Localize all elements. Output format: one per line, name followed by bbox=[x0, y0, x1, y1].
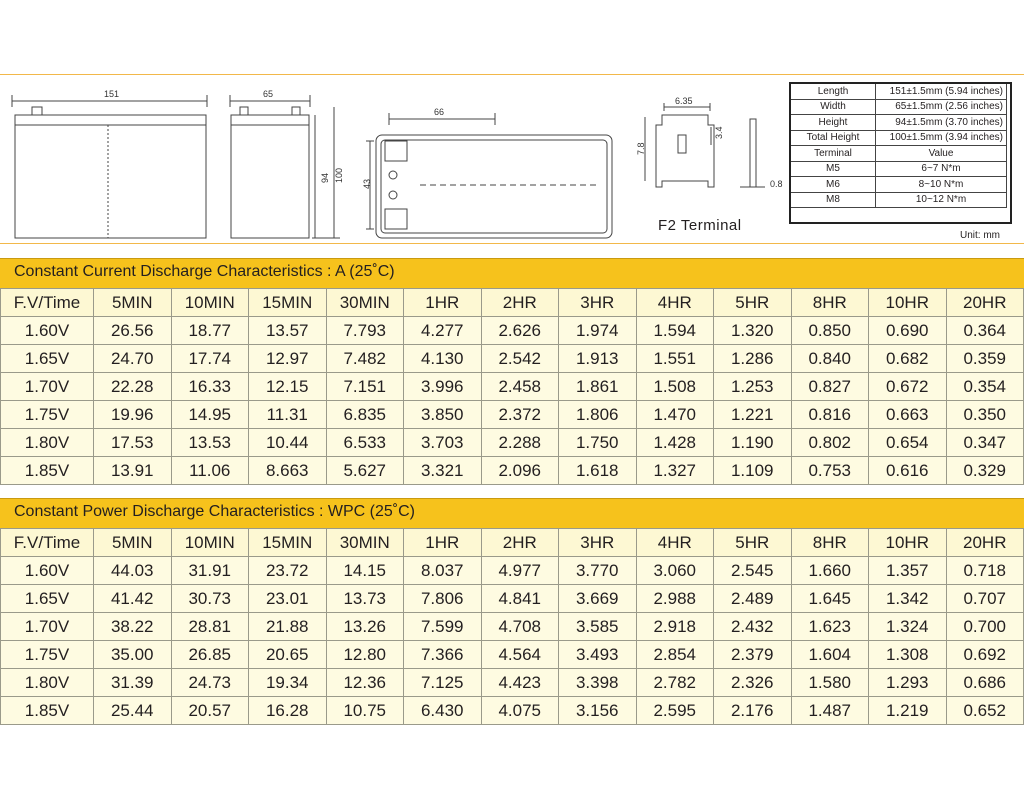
value-cell: 3.850 bbox=[404, 401, 482, 429]
value-cell: 11.31 bbox=[249, 401, 327, 429]
value-cell: 4.277 bbox=[404, 317, 482, 345]
spec-value: 65±1.5mm (2.56 inches) bbox=[876, 99, 1007, 115]
value-cell: 0.682 bbox=[869, 345, 947, 373]
voltage-cell: 1.70V bbox=[1, 613, 94, 641]
spec-row bbox=[791, 130, 1007, 146]
top-view bbox=[366, 113, 612, 238]
value-cell: 13.91 bbox=[94, 457, 172, 485]
value-cell: 0.802 bbox=[791, 429, 869, 457]
column-header: 5HR bbox=[714, 289, 792, 317]
value-cell: 2.918 bbox=[636, 613, 714, 641]
voltage-cell: 1.70V bbox=[1, 373, 94, 401]
value-cell: 2.096 bbox=[481, 457, 559, 485]
value-cell: 19.34 bbox=[249, 669, 327, 697]
table-row bbox=[1, 401, 1024, 429]
torque-key: M8 bbox=[791, 192, 876, 208]
value-cell: 3.060 bbox=[636, 557, 714, 585]
value-cell: 26.56 bbox=[94, 317, 172, 345]
value-cell: 0.654 bbox=[869, 429, 947, 457]
value-cell: 18.77 bbox=[171, 317, 249, 345]
column-header: 15MIN bbox=[249, 529, 327, 557]
column-header: 20HR bbox=[946, 529, 1024, 557]
column-header: 5MIN bbox=[94, 289, 172, 317]
value-cell: 8.663 bbox=[249, 457, 327, 485]
value-cell: 7.599 bbox=[404, 613, 482, 641]
value-cell: 2.326 bbox=[714, 669, 792, 697]
dim-top-width: 43 bbox=[362, 178, 372, 189]
column-header: F.V/Time bbox=[1, 529, 94, 557]
value-cell: 0.616 bbox=[869, 457, 947, 485]
table-row bbox=[1, 345, 1024, 373]
voltage-cell: 1.65V bbox=[1, 585, 94, 613]
current-discharge-table bbox=[0, 288, 1024, 485]
value-cell: 2.988 bbox=[636, 585, 714, 613]
value-cell: 1.750 bbox=[559, 429, 637, 457]
value-cell: 2.854 bbox=[636, 641, 714, 669]
torque-row bbox=[791, 161, 1007, 177]
value-cell: 44.03 bbox=[94, 557, 172, 585]
value-cell: 6.533 bbox=[326, 429, 404, 457]
terminal-side bbox=[740, 119, 765, 187]
table-row bbox=[1, 669, 1024, 697]
value-cell: 2.626 bbox=[481, 317, 559, 345]
column-header: 10MIN bbox=[171, 289, 249, 317]
value-cell: 1.861 bbox=[559, 373, 637, 401]
value-cell: 1.324 bbox=[869, 613, 947, 641]
terminal-label: F2 Terminal bbox=[658, 217, 742, 234]
voltage-cell: 1.80V bbox=[1, 669, 94, 697]
dim-height-1: 94 bbox=[320, 172, 330, 183]
value-cell: 20.57 bbox=[171, 697, 249, 725]
column-header: 4HR bbox=[636, 289, 714, 317]
value-cell: 38.22 bbox=[94, 613, 172, 641]
torque-header-row bbox=[791, 146, 1007, 162]
table-row bbox=[1, 585, 1024, 613]
dim-width: 65 bbox=[263, 89, 274, 99]
value-cell: 4.841 bbox=[481, 585, 559, 613]
value-cell: 13.57 bbox=[249, 317, 327, 345]
voltage-cell: 1.60V bbox=[1, 317, 94, 345]
value-cell: 3.585 bbox=[559, 613, 637, 641]
value-cell: 31.91 bbox=[171, 557, 249, 585]
value-cell: 21.88 bbox=[249, 613, 327, 641]
specifications-table bbox=[790, 83, 1007, 208]
value-cell: 5.627 bbox=[326, 457, 404, 485]
value-cell: 0.364 bbox=[946, 317, 1024, 345]
value-cell: 0.652 bbox=[946, 697, 1024, 725]
column-header: 30MIN bbox=[326, 529, 404, 557]
spec-row bbox=[791, 115, 1007, 131]
dim-terminal-height-1: 7.8 bbox=[636, 142, 646, 155]
voltage-cell: 1.65V bbox=[1, 345, 94, 373]
column-header: 1HR bbox=[404, 289, 482, 317]
column-header: 2HR bbox=[481, 289, 559, 317]
spec-row bbox=[791, 99, 1007, 115]
value-cell: 2.595 bbox=[636, 697, 714, 725]
value-cell: 1.487 bbox=[791, 697, 869, 725]
value-cell: 20.65 bbox=[249, 641, 327, 669]
value-cell: 7.793 bbox=[326, 317, 404, 345]
value-cell: 12.36 bbox=[326, 669, 404, 697]
value-cell: 0.359 bbox=[946, 345, 1024, 373]
value-cell: 0.347 bbox=[946, 429, 1024, 457]
voltage-cell: 1.80V bbox=[1, 429, 94, 457]
column-header: 8HR bbox=[791, 289, 869, 317]
value-cell: 4.564 bbox=[481, 641, 559, 669]
value-cell: 2.782 bbox=[636, 669, 714, 697]
value-cell: 12.80 bbox=[326, 641, 404, 669]
value-cell: 16.33 bbox=[171, 373, 249, 401]
value-cell: 1.580 bbox=[791, 669, 869, 697]
value-cell: 1.286 bbox=[714, 345, 792, 373]
torque-row bbox=[791, 177, 1007, 193]
value-cell: 3.493 bbox=[559, 641, 637, 669]
value-cell: 3.770 bbox=[559, 557, 637, 585]
value-cell: 24.73 bbox=[171, 669, 249, 697]
column-header: 8HR bbox=[791, 529, 869, 557]
value-cell: 2.176 bbox=[714, 697, 792, 725]
value-cell: 22.28 bbox=[94, 373, 172, 401]
value-cell: 2.545 bbox=[714, 557, 792, 585]
dim-top-length: 66 bbox=[434, 107, 445, 117]
value-cell: 0.350 bbox=[946, 401, 1024, 429]
value-cell: 2.542 bbox=[481, 345, 559, 373]
column-header: 20HR bbox=[946, 289, 1024, 317]
column-header: 10HR bbox=[869, 289, 947, 317]
value-cell: 4.977 bbox=[481, 557, 559, 585]
value-cell: 35.00 bbox=[94, 641, 172, 669]
value-cell: 13.26 bbox=[326, 613, 404, 641]
torque-key: M5 bbox=[791, 161, 876, 177]
header-row bbox=[1, 289, 1024, 317]
value-cell: 1.645 bbox=[791, 585, 869, 613]
value-cell: 7.482 bbox=[326, 345, 404, 373]
value-cell: 6.430 bbox=[404, 697, 482, 725]
torque-key: M6 bbox=[791, 177, 876, 193]
torque-header-key: Terminal bbox=[791, 146, 876, 162]
value-cell: 16.28 bbox=[249, 697, 327, 725]
value-cell: 0.672 bbox=[869, 373, 947, 401]
torque-value: 6~7 N*m bbox=[876, 161, 1007, 177]
value-cell: 14.15 bbox=[326, 557, 404, 585]
value-cell: 0.850 bbox=[791, 317, 869, 345]
spec-key: Total Height bbox=[791, 130, 876, 146]
table-row bbox=[1, 557, 1024, 585]
table-row bbox=[1, 697, 1024, 725]
value-cell: 0.329 bbox=[946, 457, 1024, 485]
table-row bbox=[1, 373, 1024, 401]
value-cell: 23.01 bbox=[249, 585, 327, 613]
value-cell: 1.357 bbox=[869, 557, 947, 585]
value-cell: 0.816 bbox=[791, 401, 869, 429]
value-cell: 12.97 bbox=[249, 345, 327, 373]
value-cell: 0.692 bbox=[946, 641, 1024, 669]
front-view bbox=[12, 95, 207, 238]
value-cell: 7.125 bbox=[404, 669, 482, 697]
value-cell: 3.703 bbox=[404, 429, 482, 457]
value-cell: 1.327 bbox=[636, 457, 714, 485]
torque-value: 10~12 N*m bbox=[876, 192, 1007, 208]
value-cell: 1.604 bbox=[791, 641, 869, 669]
spec-value: 94±1.5mm (3.70 inches) bbox=[876, 115, 1007, 131]
value-cell: 41.42 bbox=[94, 585, 172, 613]
value-cell: 0.700 bbox=[946, 613, 1024, 641]
value-cell: 23.72 bbox=[249, 557, 327, 585]
header-row bbox=[1, 529, 1024, 557]
value-cell: 3.669 bbox=[559, 585, 637, 613]
column-header: 10MIN bbox=[171, 529, 249, 557]
value-cell: 25.44 bbox=[94, 697, 172, 725]
voltage-cell: 1.85V bbox=[1, 697, 94, 725]
value-cell: 10.44 bbox=[249, 429, 327, 457]
column-header: 3HR bbox=[559, 289, 637, 317]
value-cell: 2.379 bbox=[714, 641, 792, 669]
value-cell: 14.95 bbox=[171, 401, 249, 429]
voltage-cell: 1.85V bbox=[1, 457, 94, 485]
value-cell: 1.551 bbox=[636, 345, 714, 373]
value-cell: 1.253 bbox=[714, 373, 792, 401]
value-cell: 4.130 bbox=[404, 345, 482, 373]
value-cell: 0.707 bbox=[946, 585, 1024, 613]
value-cell: 2.458 bbox=[481, 373, 559, 401]
column-header: 3HR bbox=[559, 529, 637, 557]
value-cell: 2.432 bbox=[714, 613, 792, 641]
value-cell: 7.806 bbox=[404, 585, 482, 613]
current-discharge-title: Constant Current Discharge Characteristics : A (25˚C) bbox=[0, 258, 1024, 288]
column-header: 10HR bbox=[869, 529, 947, 557]
value-cell: 13.53 bbox=[171, 429, 249, 457]
value-cell: 28.81 bbox=[171, 613, 249, 641]
unit-label: Unit: mm bbox=[960, 230, 1000, 241]
column-header: 5HR bbox=[714, 529, 792, 557]
value-cell: 30.73 bbox=[171, 585, 249, 613]
torque-header-value: Value bbox=[876, 146, 1007, 162]
value-cell: 17.74 bbox=[171, 345, 249, 373]
spec-key: Length bbox=[791, 84, 876, 100]
spec-value: 100±1.5mm (3.94 inches) bbox=[876, 130, 1007, 146]
value-cell: 4.708 bbox=[481, 613, 559, 641]
value-cell: 4.423 bbox=[481, 669, 559, 697]
terminal-front bbox=[645, 103, 714, 187]
value-cell: 1.806 bbox=[559, 401, 637, 429]
value-cell: 1.594 bbox=[636, 317, 714, 345]
value-cell: 2.288 bbox=[481, 429, 559, 457]
table-row bbox=[1, 457, 1024, 485]
value-cell: 1.974 bbox=[559, 317, 637, 345]
value-cell: 1.190 bbox=[714, 429, 792, 457]
value-cell: 3.156 bbox=[559, 697, 637, 725]
value-cell: 1.660 bbox=[791, 557, 869, 585]
torque-row bbox=[791, 192, 1007, 208]
value-cell: 1.428 bbox=[636, 429, 714, 457]
value-cell: 1.618 bbox=[559, 457, 637, 485]
dim-terminal-thickness: 0.8 bbox=[770, 179, 783, 189]
dim-terminal-height-2: 3.4 bbox=[714, 126, 724, 139]
current-discharge-section bbox=[0, 258, 1024, 485]
column-header: 15MIN bbox=[249, 289, 327, 317]
value-cell: 0.686 bbox=[946, 669, 1024, 697]
value-cell: 0.354 bbox=[946, 373, 1024, 401]
table-row bbox=[1, 429, 1024, 457]
value-cell: 4.075 bbox=[481, 697, 559, 725]
value-cell: 1.342 bbox=[869, 585, 947, 613]
voltage-cell: 1.60V bbox=[1, 557, 94, 585]
value-cell: 0.753 bbox=[791, 457, 869, 485]
value-cell: 31.39 bbox=[94, 669, 172, 697]
value-cell: 0.827 bbox=[791, 373, 869, 401]
value-cell: 1.623 bbox=[791, 613, 869, 641]
column-header: 1HR bbox=[404, 529, 482, 557]
value-cell: 12.15 bbox=[249, 373, 327, 401]
column-header: 4HR bbox=[636, 529, 714, 557]
value-cell: 1.308 bbox=[869, 641, 947, 669]
value-cell: 1.219 bbox=[869, 697, 947, 725]
value-cell: 13.73 bbox=[326, 585, 404, 613]
value-cell: 1.470 bbox=[636, 401, 714, 429]
value-cell: 1.508 bbox=[636, 373, 714, 401]
value-cell: 24.70 bbox=[94, 345, 172, 373]
dim-length: 151 bbox=[104, 89, 120, 99]
value-cell: 1.293 bbox=[869, 669, 947, 697]
value-cell: 7.151 bbox=[326, 373, 404, 401]
value-cell: 3.996 bbox=[404, 373, 482, 401]
value-cell: 17.53 bbox=[94, 429, 172, 457]
power-discharge-section bbox=[0, 498, 1024, 725]
table-row bbox=[1, 317, 1024, 345]
value-cell: 2.372 bbox=[481, 401, 559, 429]
spec-key: Height bbox=[791, 115, 876, 131]
voltage-cell: 1.75V bbox=[1, 401, 94, 429]
value-cell: 11.06 bbox=[171, 457, 249, 485]
value-cell: 7.366 bbox=[404, 641, 482, 669]
power-discharge-table bbox=[0, 528, 1024, 725]
dim-height-2: 100 bbox=[334, 167, 344, 183]
column-header: 5MIN bbox=[94, 529, 172, 557]
value-cell: 3.398 bbox=[559, 669, 637, 697]
spec-key: Width bbox=[791, 99, 876, 115]
value-cell: 1.913 bbox=[559, 345, 637, 373]
value-cell: 8.037 bbox=[404, 557, 482, 585]
spec-value: 151±1.5mm (5.94 inches) bbox=[876, 84, 1007, 100]
value-cell: 0.663 bbox=[869, 401, 947, 429]
column-header: 2HR bbox=[481, 529, 559, 557]
power-discharge-title: Constant Power Discharge Characteristics : WPC (25˚C) bbox=[0, 498, 1024, 528]
value-cell: 1.320 bbox=[714, 317, 792, 345]
value-cell: 26.85 bbox=[171, 641, 249, 669]
value-cell: 2.489 bbox=[714, 585, 792, 613]
value-cell: 0.718 bbox=[946, 557, 1024, 585]
value-cell: 1.221 bbox=[714, 401, 792, 429]
value-cell: 0.840 bbox=[791, 345, 869, 373]
voltage-cell: 1.75V bbox=[1, 641, 94, 669]
value-cell: 19.96 bbox=[94, 401, 172, 429]
column-header: 30MIN bbox=[326, 289, 404, 317]
value-cell: 0.690 bbox=[869, 317, 947, 345]
dim-terminal-width: 6.35 bbox=[675, 96, 693, 106]
value-cell: 1.109 bbox=[714, 457, 792, 485]
table-row bbox=[1, 641, 1024, 669]
column-header: F.V/Time bbox=[1, 289, 94, 317]
torque-value: 8~10 N*m bbox=[876, 177, 1007, 193]
side-view bbox=[230, 95, 340, 238]
value-cell: 10.75 bbox=[326, 697, 404, 725]
value-cell: 6.835 bbox=[326, 401, 404, 429]
table-row bbox=[1, 613, 1024, 641]
value-cell: 3.321 bbox=[404, 457, 482, 485]
spec-row bbox=[791, 84, 1007, 100]
